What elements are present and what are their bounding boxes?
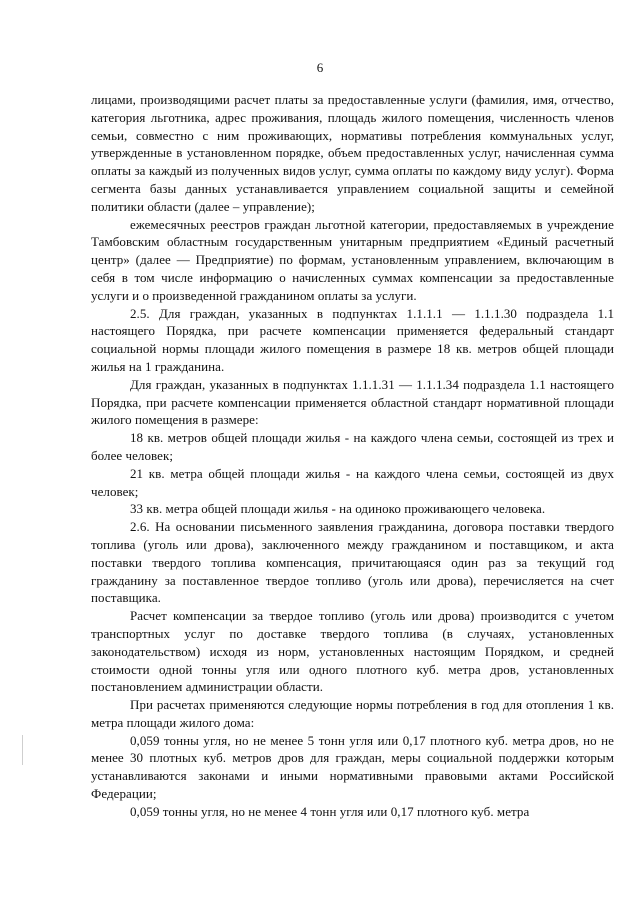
scan-margin-mark [22, 735, 23, 765]
paragraph-regional-standard: Для граждан, указанных в подпунктах 1.1.1.31 — 1.1.1.34 подраздела 1.1 настоящего Порядка, при расчете компенсации применяется областной стандарт нормативной площади жилого помещения в размере: [91, 376, 614, 428]
page-number: 6 [316, 60, 324, 75]
paragraph-norm-federal: 0,059 тонны угля, но не менее 5 тонн угля или 0,17 плотного куб. метра дров, но не менее 30 плотных куб. метров дров для граждан, меры социальной поддержки которым устанавливаются законами и иными нормативными правовыми актами Российской Федерации; [91, 732, 614, 802]
paragraph-2-6: 2.6. На основании письменного заявления гражданина, договора поставки твердого топлива (уголь или дрова), заключенного между гражданином и поставщиком, и акта поставки твердого топлива компенсация, причитающаяся один раз за текущий год гражданину за поставленное твердое топливо (уголь или дрова), перечисляется на счет поставщика. [91, 519, 614, 606]
document-body [91, 91, 614, 821]
paragraph-norm-18: 18 кв. метров общей площади жилья - на каждого члена семьи, состоящей из трех и более человек; [91, 430, 614, 463]
paragraph-norm-regional: 0,059 тонны угля, но не менее 4 тонн угля или 0,17 плотного куб. метра [130, 803, 530, 819]
paragraph-fuel-calculation: Расчет компенсации за твердое топливо (уголь или дрова) производится с учетом транспортных услуг по доставке твердого топлива (в случаях, установленных законодательством) исходя из норм, установленных настоящим Порядком, и средней стоимости одной тонны угля или одного плотного куб. метра дров, установленных постановлением администрации области. [91, 608, 614, 695]
paragraph-norm-21: 21 кв. метра общей площади жилья - на каждого члена семьи, состоящей из двух человек; [91, 465, 614, 499]
paragraph-registers: ежемесячных реестров граждан льготной категории, предоставляемых в учреждение Тамбовским областным государственным унитарным предприятием «Единый расчетный центр» (далее — Предприятие) по формам, установленным управлением, включающим в себя в том числе информацию о начисленных суммах компенсации за предоставленные услуги и о произведенной гражданином оплаты за услуги. [91, 216, 614, 303]
paragraph-continuation: лицами, производящими расчет платы за предоставленные услуги (фамилия, имя, отчество, категория льготника, адрес проживания, площадь жилого помещения, численность членов семьи, совместно с ним проживающих, нормативы потребления коммунальных услуг, утвержденные в установленном порядке, объем предоставленных услуг, начисленная сумма оплаты за каждый из полученных видов услуг, сумма оплаты по каждому виду услуг). Форма сегмента базы данных устанавливается управлением социальной защиты и семейной политики области (далее – управление); [91, 92, 614, 214]
paragraph-norm-33: 33 кв. метра общей площади жилья - на одиноко проживающего человека. [130, 501, 546, 517]
paragraph-consumption-norms: При расчетах применяются следующие нормы потребления в год для отопления 1 кв. метра площади жилого дома: [91, 697, 614, 730]
paragraph-2-5: 2.5. Для граждан, указанных в подпунктах 1.1.1.1 — 1.1.1.30 подраздела 1.1 настоящего Порядка, при расчете компенсации применяется федеральный стандарт социальной нормы площади жилого помещения в размере 18 кв. метров общей площади жилья на 1 гражданина. [91, 305, 614, 374]
